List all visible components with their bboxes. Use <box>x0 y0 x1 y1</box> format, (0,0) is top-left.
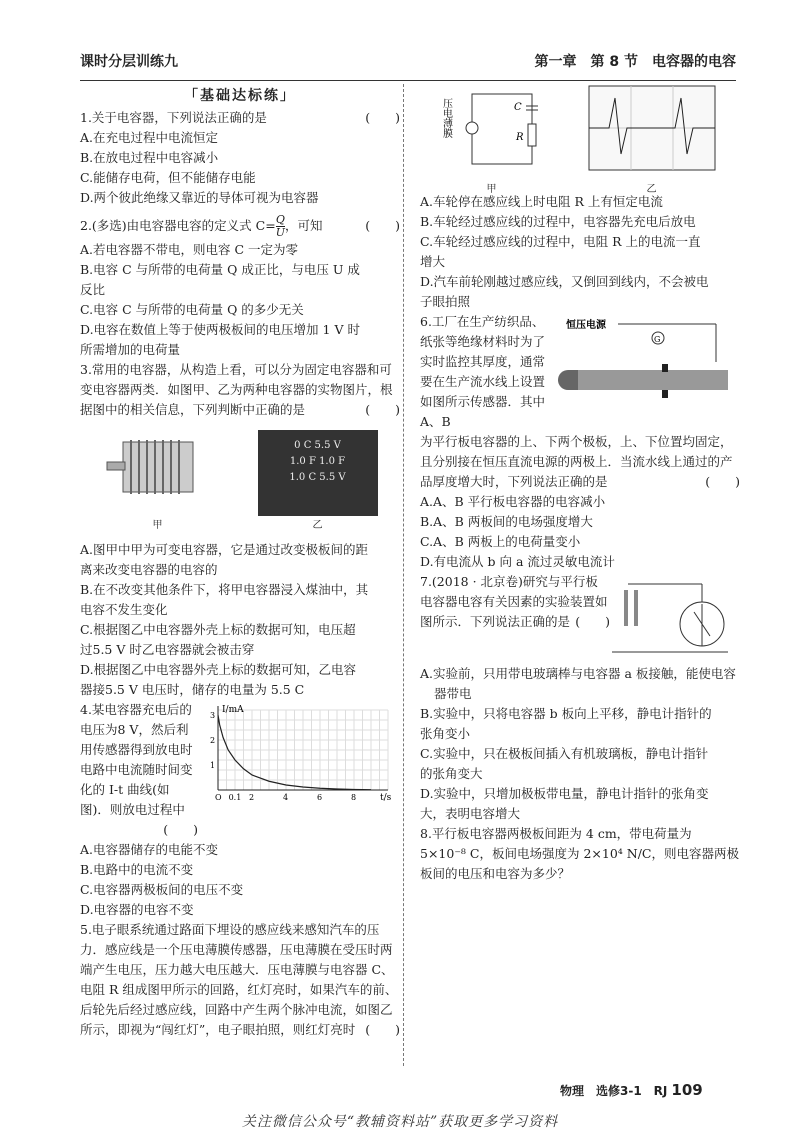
q3-stem: 3.常用的电容器，从构造上看，可以分为固定电容器和可变电容器两类．如图甲、乙为两种电容器的实物图片，根据图中的相关信息，下列判断中正确的是 <box>80 362 393 417</box>
q5-option-d: D.汽车前轮刚越过感应线，又倒回到线内，不会被电 <box>420 274 709 289</box>
q3-option-a-cont: 离来改变电容器的电容的 <box>80 562 218 577</box>
q4-option-b: B.电路中的电流不变 <box>80 862 194 877</box>
variable-capacitor-image <box>103 424 213 510</box>
q7-answer-paren: ( ) <box>575 614 610 629</box>
pulse-graph <box>587 84 717 174</box>
q3-cap-label-1: 0 C 5.5 V <box>294 440 341 451</box>
electrometer-diagram <box>610 572 730 664</box>
q3-option-c-cont: 过5.5 V 时乙电容器就会被击穿 <box>80 642 255 657</box>
q3-figure-a-label: 甲 <box>152 520 163 531</box>
q5-figure-b-label: 乙 <box>646 184 657 195</box>
q3-option-b-cont: 电容不发生变化 <box>80 602 168 617</box>
q1-option-c: C.能储存电荷，但不能储存电能 <box>80 170 256 185</box>
q7-option-c: C.实验中，只在极板间插入有机玻璃板，静电计指针 <box>420 746 709 761</box>
chart-grid <box>218 710 388 790</box>
q5-figure-a <box>440 84 540 195</box>
q1-option-a: A.在充电过程中电流恒定 <box>80 130 219 145</box>
footer-subject: 物理 选修3-1 RJ <box>560 1084 668 1098</box>
q6-stem-cont: 为平行板电容器的上、下两个极板，上、下位置均固定，且分别接在恒压直流电源的两极上．当流水线上通过的产品厚度增大时，下列说法正确的是 <box>420 434 733 489</box>
q1-answer-paren: ( ) <box>365 110 400 125</box>
x-tick-label: O <box>215 793 222 802</box>
q3-cap-label-3: 1.0 C 5.5 V <box>289 472 346 483</box>
question-1 <box>80 108 400 208</box>
q2-stem-post: ，可知 <box>284 218 323 233</box>
left-column <box>80 84 400 1072</box>
q2-option-b: B.电容 C 与所带的电荷量 Q 成正比，与电压 U 成 <box>80 262 360 277</box>
header-left: 课时分层训练九 <box>80 54 178 70</box>
current-time-chart <box>198 700 398 803</box>
thickness-sensor-diagram <box>548 312 732 412</box>
y-axis-label: I/mA <box>222 705 244 715</box>
q6-answer-paren: ( ) <box>705 474 740 489</box>
q2-option-d: D.电容在数值上等于使两极板间的电压增加 1 V 时 <box>80 322 360 337</box>
q2-option-c: C.电容 C 与所带的电荷量 Q 的多少无关 <box>80 302 304 317</box>
column-divider <box>403 84 404 1066</box>
capacitor-photo <box>258 430 378 516</box>
y-tick-label: 3 <box>210 711 216 720</box>
question-7 <box>420 572 740 824</box>
page-number: 109 <box>671 1081 703 1099</box>
q7-option-d-cont: 大，表明电容增大 <box>420 806 521 821</box>
q3-figure-a <box>103 424 213 536</box>
rc-circuit-diagram <box>440 84 540 174</box>
header-right: 第一章 第 8 节 电容器的电容 <box>534 54 736 70</box>
q7-option-b-cont: 张角变小 <box>420 726 471 741</box>
question-2 <box>80 212 400 360</box>
q5-option-c-cont: 增大 <box>420 254 446 269</box>
q2-option-b-cont: 反比 <box>80 282 106 297</box>
header-rule <box>80 80 736 81</box>
q5-figure-b <box>587 84 717 195</box>
q2-numerator: Q <box>275 213 285 226</box>
q4-stem: 4.某电容器充电后的电压为8 V，然后利用传感器得到放电时电路中电流随时间变化的 I-t 曲线(如图)．则放电过程中 <box>80 702 193 817</box>
q2-option-a: A.若电容器不带电，则电容 C 一定为零 <box>80 242 299 257</box>
q3-figure-b <box>258 430 378 536</box>
q5-option-c: C.车轮经过感应线的过程中，电阻 R 上的电流一直 <box>420 234 701 249</box>
q7-option-c-cont: 的张角变大 <box>420 766 483 781</box>
x-tick-label: 2 <box>249 793 255 802</box>
q2-answer-paren: ( ) <box>365 218 400 233</box>
q4-option-d: D.电容器的电容不变 <box>80 902 194 917</box>
q6-option-b: B.A、B 两板间的电场强度增大 <box>420 514 593 529</box>
watermark: 关注微信公众号“教辅资料站”获取更多学习资料 <box>241 1114 559 1130</box>
q6-option-d: D.有电流从 b 向 a 流过灵敏电流计 <box>420 554 615 569</box>
footer <box>560 1080 703 1101</box>
q5-option-a: A.车轮停在感应线上时电阻 R 上有恒定电流 <box>420 194 663 209</box>
q2-option-d-cont: 所需增加的电荷量 <box>80 342 181 357</box>
x-tick-label: 4 <box>283 793 289 802</box>
q5-figure-a-label: 甲 <box>486 184 497 195</box>
q1-option-b: B.在放电过程中电容减小 <box>80 150 219 165</box>
q4-option-a: A.电容器储存的电能不变 <box>80 842 219 857</box>
q3-option-d-cont: 器接5.5 V 电压时，储存的电量为 5.5 C <box>80 682 305 697</box>
q4-option-c: C.电容器两极板间的电压不变 <box>80 882 244 897</box>
q3-option-d: D.根据图乙中电容器外壳上标的数据可知，乙电容 <box>80 662 357 677</box>
right-column <box>420 84 740 1072</box>
y-tick-label: 2 <box>210 736 216 745</box>
y-tick-label: 1 <box>210 761 216 770</box>
q7-option-d: D.实验中，只增加极板带电量，静电计指针的张角变 <box>420 786 709 801</box>
q7-option-b: B.实验中，只将电容器 b 板向上平移，静电计指针的 <box>420 706 712 721</box>
q5-option-d-cont: 子眼拍照 <box>420 294 471 309</box>
x-tick-label: 6 <box>317 793 323 802</box>
q7-option-a: A.实验前，只用带电玻璃棒与电容器 a 板接触，能使电容器带电 <box>420 666 736 701</box>
q6-option-c: C.A、B 两板上的电荷量变小 <box>420 534 581 549</box>
capacitor-label: C <box>513 102 522 113</box>
q3-figure-b-label: 乙 <box>312 520 323 531</box>
q7-stem: 7.(2018 · 北京卷)研究与平行板电容器电容有关因素的实验装置如图所示．下列说法正确的是 <box>420 574 608 629</box>
q1-option-d: D.两个彼此绝缘又靠近的导体可视为电容器 <box>80 190 319 205</box>
section-title: 「基础达标练」 <box>184 88 296 104</box>
q2-denominator: U <box>275 226 285 239</box>
q1-stem: 1.关于电容器，下列说法正确的是 <box>80 110 267 125</box>
q3-figure <box>80 424 400 536</box>
x-tick-label: 0.1 <box>228 793 242 802</box>
q5-option-b: B.车轮经过感应线的过程中，电容器先充电后放电 <box>420 214 696 229</box>
power-source-label: 恒压电源 <box>566 320 606 331</box>
resistor-label: R <box>515 132 524 143</box>
q4-answer-paren: ( ) <box>163 822 198 837</box>
q5-answer-paren: ( ) <box>365 1022 400 1037</box>
q6-option-a: A.A、B 平行板电容器的电容减小 <box>420 494 606 509</box>
q3-option-c: C.根据图乙中电容器外壳上标的数据可知，电压超 <box>80 622 356 637</box>
q3-cap-label-2: 1.0 F 1.0 F <box>289 456 346 467</box>
x-tick-label: 8 <box>351 793 357 802</box>
x-axis-label: t/s <box>380 793 392 803</box>
q5-figure <box>420 84 740 195</box>
q2-fraction <box>276 214 285 239</box>
q3-option-a: A.图甲中甲为可变电容器，它是通过改变极板间的距 <box>80 542 369 557</box>
question-3 <box>80 360 400 700</box>
question-5 <box>80 920 400 1040</box>
question-4 <box>80 700 400 920</box>
q5-stem: 5.电子眼系统通过路面下埋设的感应线来感知汽车的压力．感应线是一个压电薄膜传感器，压电薄膜在受压时两端产生电压，压力越大电压越大．压电薄膜与电容器 C、电阻 R 组成图甲所示的回路，红灯亮时，如果汽车的前、后轮先后经过感应线，回路中产生两个脉冲电流，如图乙所示，即视为“闯红灯”，电子眼拍照，则红灯亮时 <box>80 922 398 1037</box>
q3-option-b: B.在不改变其他条件下，将甲电容器浸入煤油中，其 <box>80 582 369 597</box>
q3-answer-paren: ( ) <box>365 402 400 417</box>
question-6 <box>420 312 740 572</box>
galvanometer-label: G <box>654 335 661 344</box>
membrane-label: 压电薄膜 <box>440 98 451 138</box>
q2-stem-pre: 2.(多选)由电容器电容的定义式 C= <box>80 218 276 233</box>
question-8: 8.平行板电容器两极板间距为 4 cm，带电荷量为 5×10⁻⁸ C，板间电场强度为 2×10⁴ N/C，则电容器两极板间的电压和电容为多少？ <box>420 826 739 881</box>
q6-stem: 6.工厂在生产纺织品、纸张等绝缘材料时为了实时监控其厚度，通常要在生产流水线上设置如图所示传感器．其中 A、B <box>420 314 546 429</box>
